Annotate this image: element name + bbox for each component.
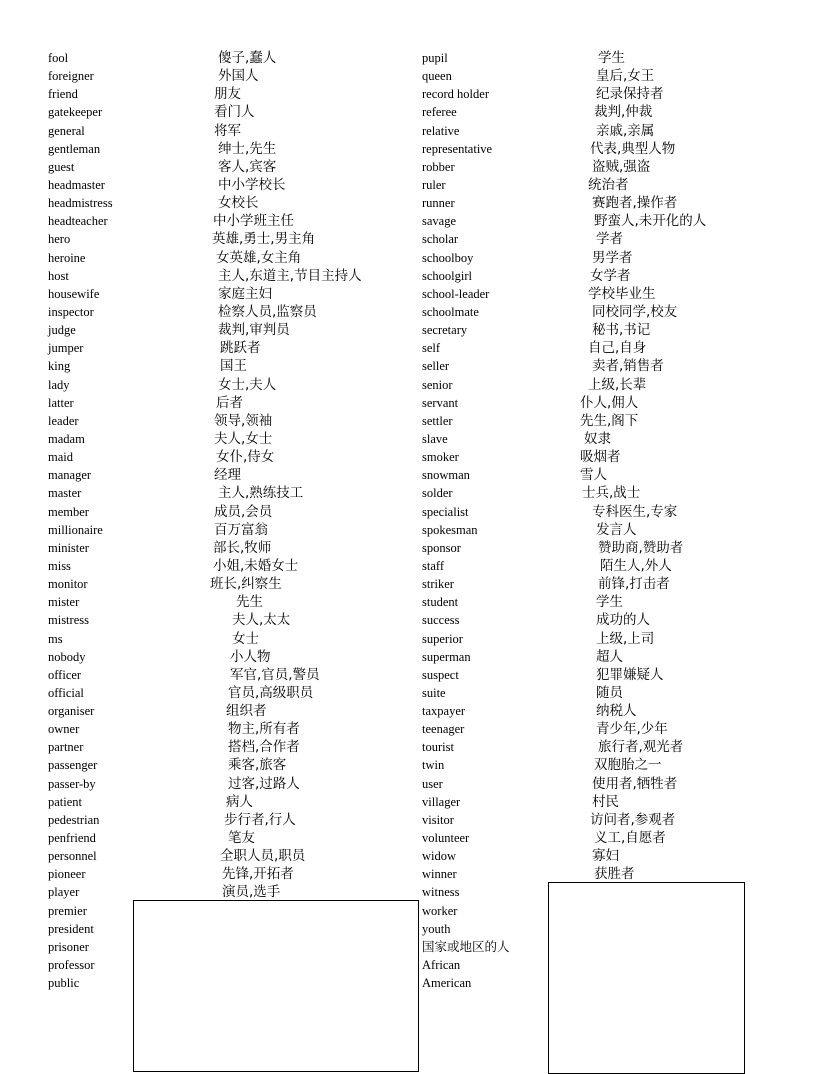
right-chinese-meaning-31: 学生 [596, 594, 623, 611]
left-chinese-meaning-37: 组织者 [226, 703, 267, 720]
right-chinese-meaning-35: 犯罪嫌疑人 [596, 666, 664, 683]
right-chinese-meaning-34: 超人 [596, 648, 623, 665]
right-chinese-meaning-23: 吸烟者 [580, 449, 621, 466]
right-english-word-4: referee [422, 105, 457, 120]
left-english-word-1: fool [48, 51, 69, 65]
right-english-word-39: tourist [422, 740, 454, 755]
left-chinese-meaning-20: 后者 [216, 394, 243, 411]
left-english-word-14: housewife [48, 286, 100, 301]
right-english-word-23: smoker [422, 450, 459, 465]
left-chinese-meaning-30: 班长,纠察生 [210, 576, 282, 593]
right-english-word-44: volunteer [422, 831, 470, 846]
right-chinese-meaning-38: 青少年,少年 [596, 721, 668, 738]
left-chinese-meaning-26: 成员,会员 [214, 503, 273, 520]
left-chinese-meaning-2: 外国人 [218, 68, 259, 85]
left-chinese-meaning-17: 跳跃者 [220, 340, 261, 357]
right-chinese-meaning-21: 先生,阁下 [580, 412, 639, 429]
left-chinese-meaning-43: 步行者,行人 [224, 811, 296, 828]
left-chinese-meaning-27: 百万富翁 [214, 521, 268, 538]
left-chinese-meaning-22: 夫人,女士 [214, 430, 273, 447]
left-english-word-28: minister [48, 540, 89, 555]
left-chinese-meaning-35: 军官,官员,警员 [230, 666, 320, 683]
right-english-word-41: user [422, 776, 443, 791]
right-chinese-meaning-25: 士兵,战士 [582, 485, 641, 502]
left-chinese-meaning-34: 小人物 [230, 648, 271, 665]
right-chinese-meaning-14: 学校毕业生 [588, 285, 656, 302]
right-english-word-28: sponsor [422, 540, 461, 555]
right-english-word-25: solder [422, 486, 453, 501]
left-chinese-meaning-15: 检察人员,监察员 [218, 303, 317, 320]
right-english-word-2: queen [422, 69, 452, 84]
right-english-word-35: suspect [422, 667, 459, 682]
right-english-word-45: widow [422, 849, 457, 864]
left-chinese-meaning-42: 病人 [226, 793, 253, 810]
right-chinese-meaning-11: 学者 [596, 231, 623, 248]
left-english-word-40: passenger [48, 758, 98, 773]
left-chinese-meaning-44: 笔友 [228, 830, 255, 847]
left-chinese-meaning-25: 主人,熟练技工 [218, 485, 304, 502]
left-english-word-36: official [48, 685, 84, 700]
left-english-word-11: hero [48, 232, 71, 247]
right-english-word-42: villager [422, 794, 461, 809]
right-chinese-meaning-2: 皇后,女王 [596, 68, 655, 85]
left-english-word-20: latter [48, 395, 74, 410]
left-english-word-23: maid [48, 450, 73, 465]
right-chinese-meaning-27: 发言人 [596, 521, 637, 538]
right-english-word-48: worker [422, 903, 458, 918]
right-english-word-13: schoolgirl [422, 268, 472, 283]
left-english-word-17: jumper [48, 341, 84, 356]
left-english-word-27: millionaire [48, 522, 103, 537]
right-english-word-6: representative [422, 141, 493, 156]
right-chinese-meaning-15: 同校同学,校友 [592, 303, 678, 320]
left-english-word-8: headmaster [48, 177, 105, 192]
right-english-word-36: suite [422, 685, 446, 700]
right-english-word-3: record holder [422, 87, 489, 102]
right-chinese-meaning-19: 上级,长辈 [588, 376, 647, 393]
left-chinese-meaning-6: 绅士,先生 [218, 140, 277, 157]
left-english-word-47: player [48, 885, 80, 900]
left-chinese-meaning-8: 中小学校长 [218, 176, 286, 193]
right-english-word-21: settler [422, 413, 453, 428]
right-chinese-meaning-18: 卖者,销售者 [592, 358, 664, 375]
left-english-word-31: mister [48, 595, 80, 610]
right-chinese-meaning-22: 奴隶 [584, 430, 611, 447]
right-chinese-meaning-7: 盗贼,强盗 [592, 158, 651, 175]
left-chinese-meaning-9: 女校长 [218, 195, 259, 212]
right-chinese-meaning-1: 学生 [598, 50, 625, 66]
left-english-word-13: host [48, 268, 69, 283]
right-english-word-19: senior [422, 377, 453, 392]
left-english-word-39: partner [48, 740, 84, 755]
left-chinese-meaning-46: 先锋,开拓者 [222, 866, 294, 883]
right-english-word-11: scholar [422, 232, 459, 247]
right-chinese-meaning-3: 纪录保持者 [596, 86, 664, 103]
right-chinese-meaning-12: 男学者 [592, 249, 633, 266]
left-chinese-meaning-47: 演员,选手 [222, 884, 281, 901]
left-chinese-meaning-19: 女士,夫人 [218, 376, 277, 393]
right-english-word-43: visitor [422, 812, 454, 827]
right-chinese-meaning-40: 双胞胎之一 [594, 757, 662, 774]
right-english-word-30: striker [422, 577, 454, 592]
right-chinese-meaning-13: 女学者 [590, 267, 631, 284]
left-english-word-42: patient [48, 794, 83, 809]
left-chinese-meaning-23: 女仆,侍女 [216, 449, 275, 466]
right-chinese-meaning-10: 野蛮人,未开化的人 [594, 213, 707, 230]
right-chinese-meaning-42: 村民 [592, 793, 619, 810]
left-english-word-35: officer [48, 667, 82, 682]
left-english-word-51: professor [48, 958, 95, 973]
left-chinese-meaning-41: 过客,过路人 [228, 775, 300, 792]
right-empty-box [548, 882, 745, 1074]
left-english-word-43: pedestrian [48, 812, 100, 827]
left-english-word-29: miss [48, 558, 71, 573]
left-english-word-25: master [48, 486, 82, 501]
right-chinese-meaning-list [580, 49, 706, 883]
right-chinese-meaning-41: 使用者,牺牲者 [592, 775, 678, 792]
left-english-word-4: gatekeeper [48, 105, 103, 120]
left-english-word-21: leader [48, 413, 79, 428]
right-english-word-20: servant [422, 395, 459, 410]
left-chinese-meaning-14: 家庭主妇 [218, 285, 272, 302]
left-english-word-10: headteacher [48, 214, 108, 229]
right-english-word-49: youth [422, 921, 451, 936]
right-english-word-17: self [422, 341, 441, 356]
right-english-word-list [422, 49, 510, 992]
right-english-word-24: snowman [422, 468, 470, 483]
left-english-word-48: premier [48, 903, 87, 918]
right-english-word-51: African [422, 958, 461, 973]
right-chinese-meaning-17: 自己,自身 [588, 340, 647, 357]
left-english-word-52: public [48, 976, 80, 991]
left-chinese-meaning-28: 部长,牧师 [213, 539, 272, 556]
right-english-word-8: ruler [422, 177, 446, 192]
left-chinese-meaning-5: 将军 [214, 122, 241, 139]
left-chinese-meaning-7: 客人,宾客 [218, 158, 277, 175]
right-english-word-33: superior [422, 631, 463, 646]
right-english-word-14: school-leader [422, 286, 490, 301]
right-english-word-22: slave [422, 431, 448, 446]
left-chinese-meaning-31: 先生 [236, 594, 263, 611]
right-english-word-16: secretary [422, 323, 468, 338]
right-english-word-40: twin [422, 758, 445, 773]
left-chinese-meaning-32: 夫人,太太 [232, 612, 291, 629]
left-english-word-9: headmistress [48, 196, 113, 211]
left-english-word-32: mistress [48, 613, 89, 628]
left-english-word-46: pioneer [48, 867, 86, 882]
left-english-word-5: general [48, 123, 85, 138]
left-chinese-meaning-33: 女士 [232, 630, 259, 647]
right-english-word-9: runner [422, 196, 455, 211]
right-chinese-meaning-39: 旅行者,观光者 [598, 739, 684, 756]
left-english-word-2: foreigner [48, 69, 94, 84]
right-chinese-meaning-26: 专科医生,专家 [592, 503, 678, 520]
right-english-word-31: student [422, 595, 459, 610]
left-chinese-meaning-3: 朋友 [214, 86, 241, 103]
right-chinese-meaning-9: 赛跑者,操作者 [592, 195, 678, 212]
left-empty-box [133, 900, 419, 1072]
right-chinese-meaning-37: 纳税人 [596, 703, 637, 720]
left-chinese-meaning-1: 傻子,蠢人 [218, 50, 277, 66]
right-chinese-meaning-43: 访问者,参观者 [590, 811, 676, 828]
left-english-word-49: president [48, 921, 94, 936]
right-chinese-meaning-20: 仆人,佣人 [580, 394, 639, 411]
right-english-word-15: schoolmate [422, 304, 479, 319]
left-english-word-44: penfriend [48, 831, 96, 846]
right-chinese-meaning-5: 亲戚,亲属 [596, 122, 655, 139]
right-chinese-meaning-45: 寡妇 [592, 848, 619, 865]
left-english-word-41: passer-by [48, 776, 96, 791]
left-english-word-3: friend [48, 87, 78, 102]
left-chinese-meaning-4: 看门人 [214, 104, 255, 121]
left-english-word-12: heroine [48, 250, 86, 265]
left-english-word-50: prisoner [48, 939, 89, 954]
right-chinese-meaning-6: 代表,典型人物 [590, 140, 676, 157]
left-chinese-meaning-38: 物主,所有者 [228, 721, 300, 738]
right-english-word-38: teenager [422, 722, 465, 737]
left-english-word-34: nobody [48, 649, 86, 664]
left-english-word-19: lady [48, 377, 70, 392]
left-chinese-meaning-21: 领导,领袖 [214, 412, 273, 429]
right-chinese-meaning-44: 义工,自愿者 [594, 830, 666, 847]
left-english-word-30: monitor [48, 577, 88, 592]
left-english-word-22: madam [48, 431, 85, 446]
left-chinese-meaning-10: 中小学班主任 [213, 213, 294, 230]
left-chinese-meaning-12: 女英雄,女主角 [216, 249, 302, 266]
right-english-word-10: savage [422, 214, 457, 229]
left-chinese-meaning-11: 英雄,勇士,男主角 [212, 231, 316, 248]
right-english-word-46: winner [422, 867, 457, 882]
left-chinese-meaning-45: 全职人员,职员 [220, 848, 306, 865]
right-english-word-34: superman [422, 649, 471, 664]
left-english-word-6: gentleman [48, 141, 101, 156]
right-english-word-29: staff [422, 558, 444, 573]
left-english-word-7: guest [48, 159, 75, 174]
left-english-word-16: judge [48, 323, 76, 338]
right-english-word-47: witness [422, 885, 460, 900]
right-chinese-meaning-32: 成功的人 [596, 612, 650, 629]
right-chinese-meaning-33: 上级,上司 [596, 630, 655, 647]
left-english-word-18: king [48, 359, 71, 374]
left-english-word-15: inspector [48, 304, 94, 319]
right-english-word-7: robber [422, 159, 455, 174]
left-chinese-meaning-36: 官员,高级职员 [228, 684, 314, 701]
left-english-word-list [48, 49, 113, 992]
left-chinese-meaning-16: 裁判,审判员 [218, 322, 290, 339]
left-chinese-meaning-13: 主人,东道主,节目主持人 [218, 267, 362, 284]
left-chinese-meaning-list [210, 49, 362, 902]
left-chinese-meaning-40: 乘客,旅客 [228, 757, 287, 774]
right-chinese-meaning-28: 赞助商,赞助者 [598, 539, 684, 556]
left-english-word-45: personnel [48, 849, 97, 864]
right-chinese-meaning-24: 雪人 [580, 467, 607, 484]
right-english-word-27: spokesman [422, 522, 478, 537]
right-english-word-37: taxpayer [422, 704, 466, 719]
left-chinese-meaning-24: 经理 [214, 467, 241, 484]
right-english-word-12: schoolboy [422, 250, 474, 265]
right-chinese-meaning-4: 裁判,仲裁 [594, 104, 653, 121]
left-chinese-meaning-18: 国王 [220, 358, 247, 375]
left-english-word-26: member [48, 504, 89, 519]
left-english-word-24: manager [48, 468, 92, 483]
left-english-word-38: owner [48, 722, 80, 737]
right-english-word-18: seller [422, 359, 450, 374]
left-chinese-meaning-39: 搭档,合作者 [228, 739, 300, 756]
right-english-word-52: American [422, 976, 472, 991]
right-chinese-meaning-8: 统治者 [588, 176, 629, 193]
right-chinese-meaning-46: 获胜者 [594, 866, 635, 883]
right-english-word-1: pupil [422, 51, 448, 65]
right-english-word-5: relative [422, 123, 460, 138]
right-chinese-meaning-29: 陌生人,外人 [600, 557, 672, 574]
right-chinese-meaning-30: 前锋,打击者 [598, 576, 670, 593]
right-english-word-32: success [422, 613, 460, 628]
left-chinese-meaning-29: 小姐,未婚女士 [213, 557, 299, 574]
right-english-word-26: specialist [422, 504, 469, 519]
left-english-word-37: organiser [48, 704, 95, 719]
right-chinese-meaning-16: 秘书,书记 [592, 322, 651, 339]
right-english-word-50: 国家或地区的人 [422, 939, 510, 954]
right-chinese-meaning-36: 随员 [596, 684, 623, 701]
left-english-word-33: ms [48, 631, 63, 646]
